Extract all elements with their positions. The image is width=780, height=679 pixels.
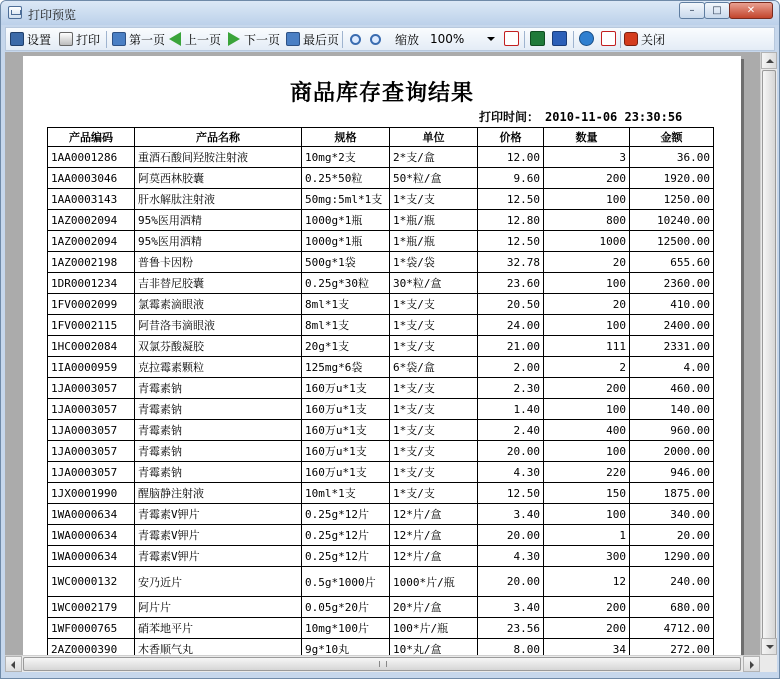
report-title: 商品库存查询结果 <box>289 81 474 106</box>
zoom-value: 100% <box>430 32 465 46</box>
table-cell: 21.00 <box>478 336 544 357</box>
export-html-icon[interactable] <box>579 31 594 46</box>
table-cell: 双氯芬酸凝胶 <box>135 336 302 357</box>
table-cell: 1AA0003143 <box>48 189 135 210</box>
toolbar-separator <box>524 31 525 48</box>
table-cell: 重酒石酸间羟胺注射液 <box>135 147 302 168</box>
table-cell: 1JX0001990 <box>48 483 135 504</box>
table-cell: 青霉素钠 <box>135 378 302 399</box>
table-cell: 2331.00 <box>630 336 714 357</box>
table-cell: 32.78 <box>478 252 544 273</box>
zoom-out-icon <box>370 34 381 45</box>
table-cell: 阿莫西林胶囊 <box>135 168 302 189</box>
table-row <box>48 378 714 399</box>
table-cell: 1AA0001286 <box>48 147 135 168</box>
table-row <box>48 252 714 273</box>
table-cell: 1DR0001234 <box>48 273 135 294</box>
table-row <box>48 504 714 525</box>
close-label: 关闭 <box>641 32 666 47</box>
table-cell: 2400.00 <box>630 315 714 336</box>
first-page-label: 第一页 <box>129 32 166 47</box>
table-row <box>48 639 714 656</box>
table-cell: 1250.00 <box>630 189 714 210</box>
table-cell: 8.00 <box>478 639 544 656</box>
table-cell: 1*支/支 <box>390 462 478 483</box>
print-label: 打印 <box>76 32 101 47</box>
column-header: 产品编码 <box>48 128 135 147</box>
prev-page-button[interactable] <box>169 30 221 48</box>
table-cell: 0.5g*1000片 <box>302 567 390 597</box>
prev-page-label: 上一页 <box>185 32 222 47</box>
table-cell: 9.60 <box>478 168 544 189</box>
table-cell: 160万u*1支 <box>302 420 390 441</box>
table-cell: 12.50 <box>478 483 544 504</box>
table-row <box>48 294 714 315</box>
table-row <box>48 315 714 336</box>
table-body <box>48 147 714 656</box>
table-cell: 阿片片 <box>135 597 302 618</box>
table-cell: 1*支/支 <box>390 483 478 504</box>
table-cell: 1*支/支 <box>390 294 478 315</box>
table-row <box>48 168 714 189</box>
close-button[interactable] <box>624 30 665 48</box>
table-cell: 20.00 <box>630 525 714 546</box>
table-cell: 960.00 <box>630 420 714 441</box>
vertical-scroll-thumb[interactable] <box>762 70 776 650</box>
table-cell: 氯霉素滴眼液 <box>135 294 302 315</box>
print-time-value: 2010-11-06 23:30:56 <box>545 110 683 124</box>
table-cell: 8ml*1支 <box>302 294 390 315</box>
table-cell: 硝苯地平片 <box>135 618 302 639</box>
table-cell: 23.56 <box>478 618 544 639</box>
table-row <box>48 462 714 483</box>
table-cell: 1FV0002115 <box>48 315 135 336</box>
table-cell: 2.40 <box>478 420 544 441</box>
table-row <box>48 210 714 231</box>
table-cell: 200 <box>544 378 630 399</box>
table-cell: 12*片/盒 <box>390 525 478 546</box>
next-page-label: 下一页 <box>244 32 281 47</box>
table-cell: 12*片/盒 <box>390 504 478 525</box>
table-cell: 1AA0003046 <box>48 168 135 189</box>
table-cell: 0.25g*12片 <box>302 546 390 567</box>
table-cell: 30*粒/盒 <box>390 273 478 294</box>
table-cell: 青霉素钠 <box>135 420 302 441</box>
table-cell: 10*丸/盒 <box>390 639 478 656</box>
arrow-right-icon <box>228 32 240 46</box>
table-cell: 3.40 <box>478 504 544 525</box>
table-cell: 1JA0003057 <box>48 420 135 441</box>
last-page-button[interactable] <box>286 30 339 48</box>
table-cell: 1.40 <box>478 399 544 420</box>
table-cell: 20.50 <box>478 294 544 315</box>
table-row <box>48 231 714 252</box>
maximize-button[interactable]: □ <box>704 2 730 19</box>
settings-button[interactable] <box>10 30 51 48</box>
table-cell: 1JA0003057 <box>48 399 135 420</box>
table-cell: 3.40 <box>478 597 544 618</box>
table-cell: 4712.00 <box>630 618 714 639</box>
table-cell: 1JA0003057 <box>48 462 135 483</box>
table-row <box>48 336 714 357</box>
zoom-in-button[interactable] <box>350 30 364 48</box>
table-cell: 50mg:5ml*1支 <box>302 189 390 210</box>
zoom-label: 缩放 <box>395 32 420 47</box>
table-cell: 10ml*1支 <box>302 483 390 504</box>
table-cell: 4.30 <box>478 546 544 567</box>
table-row <box>48 420 714 441</box>
table-cell: 1IA0000959 <box>48 357 135 378</box>
table-cell: 1AZ0002094 <box>48 210 135 231</box>
inventory-table <box>47 127 714 655</box>
table-cell: 20 <box>544 252 630 273</box>
title-bar[interactable] <box>1 1 779 25</box>
table-cell: 50*粒/盒 <box>390 168 478 189</box>
close-icon <box>624 32 638 46</box>
table-cell: 阿昔洛韦滴眼液 <box>135 315 302 336</box>
table-cell: 160万u*1支 <box>302 399 390 420</box>
table-cell: 1*支/支 <box>390 420 478 441</box>
table-cell: 10240.00 <box>630 210 714 231</box>
table-cell: 0.25g*30粒 <box>302 273 390 294</box>
zoom-out-button[interactable] <box>370 30 384 48</box>
table-cell: 1*支/支 <box>390 378 478 399</box>
table-cell: 24.00 <box>478 315 544 336</box>
table-cell: 800 <box>544 210 630 231</box>
table-cell: 100 <box>544 315 630 336</box>
table-cell: 160万u*1支 <box>302 462 390 483</box>
settings-label: 设置 <box>27 32 52 47</box>
table-cell: 1WA0000634 <box>48 525 135 546</box>
table-cell: 23.60 <box>478 273 544 294</box>
export-word-icon[interactable] <box>552 31 567 46</box>
table-cell: 240.00 <box>630 567 714 597</box>
table-cell: 140.00 <box>630 399 714 420</box>
table-cell: 125mg*6袋 <box>302 357 390 378</box>
table-cell: 青霉素V钾片 <box>135 546 302 567</box>
table-cell: 吉非替尼胶囊 <box>135 273 302 294</box>
table-cell: 655.60 <box>630 252 714 273</box>
table-cell: 0.25g*12片 <box>302 504 390 525</box>
table-row <box>48 189 714 210</box>
column-header: 产品名称 <box>135 128 302 147</box>
table-cell: 4.30 <box>478 462 544 483</box>
table-cell: 2*支/盒 <box>390 147 478 168</box>
table-cell: 8ml*1支 <box>302 315 390 336</box>
column-header: 价格 <box>478 128 544 147</box>
settings-icon <box>10 32 24 46</box>
table-cell: 10mg*100片 <box>302 618 390 639</box>
table-cell: 肝水解肽注射液 <box>135 189 302 210</box>
table-cell: 150 <box>544 483 630 504</box>
table-cell: 100 <box>544 399 630 420</box>
table-cell: 1000*片/瓶 <box>390 567 478 597</box>
table-row <box>48 147 714 168</box>
table-cell: 1920.00 <box>630 168 714 189</box>
first-page-button[interactable] <box>112 30 165 48</box>
table-cell: 20*片/盒 <box>390 597 478 618</box>
scroll-left-button[interactable] <box>5 656 22 672</box>
table-cell: 34 <box>544 639 630 656</box>
table-cell: 160万u*1支 <box>302 441 390 462</box>
preview-viewport[interactable] <box>5 52 760 655</box>
table-cell: 1WA0000634 <box>48 546 135 567</box>
table-row <box>48 483 714 504</box>
table-cell: 1WC0000132 <box>48 567 135 597</box>
table-cell: 12.50 <box>478 189 544 210</box>
column-header: 单位 <box>390 128 478 147</box>
scroll-right-button[interactable] <box>743 656 760 672</box>
toolbar <box>5 27 775 51</box>
table-cell: 1JA0003057 <box>48 378 135 399</box>
table-cell: 1*支/支 <box>390 441 478 462</box>
table-cell: 10mg*2支 <box>302 147 390 168</box>
table-cell: 1*支/支 <box>390 189 478 210</box>
table-cell: 946.00 <box>630 462 714 483</box>
table-cell: 1*袋/袋 <box>390 252 478 273</box>
horizontal-scroll-thumb[interactable] <box>23 657 741 671</box>
table-cell: 0.25g*12片 <box>302 525 390 546</box>
scroll-up-button[interactable] <box>761 52 777 69</box>
table-cell: 272.00 <box>630 639 714 656</box>
table-cell: 9g*10丸 <box>302 639 390 656</box>
table-cell: 1WF0000765 <box>48 618 135 639</box>
table-row <box>48 546 714 567</box>
scroll-down-button[interactable] <box>761 638 777 655</box>
table-cell: 克拉霉素颗粒 <box>135 357 302 378</box>
table-cell: 1000g*1瓶 <box>302 231 390 252</box>
table-cell: 20.00 <box>478 525 544 546</box>
table-cell: 1000g*1瓶 <box>302 210 390 231</box>
arrow-left-icon <box>169 32 181 46</box>
table-cell: 青霉素钠 <box>135 441 302 462</box>
table-row <box>48 567 714 597</box>
next-page-button[interactable] <box>228 30 280 48</box>
table-cell: 100 <box>544 273 630 294</box>
table-cell: 20.00 <box>478 441 544 462</box>
last-page-icon <box>286 32 300 46</box>
table-cell: 1JA0003057 <box>48 441 135 462</box>
table-cell: 1WA0000634 <box>48 504 135 525</box>
first-page-icon <box>112 32 126 46</box>
minimize-button[interactable]: – <box>679 2 705 19</box>
table-cell: 1AZ0002198 <box>48 252 135 273</box>
table-cell: 100 <box>544 441 630 462</box>
table-cell: 1AZ0002094 <box>48 231 135 252</box>
table-cell: 20 <box>544 294 630 315</box>
table-cell: 2.00 <box>478 357 544 378</box>
table-cell: 2 <box>544 357 630 378</box>
table-cell: 95%医用酒精 <box>135 231 302 252</box>
table-cell: 20g*1支 <box>302 336 390 357</box>
table-cell: 12*片/盒 <box>390 546 478 567</box>
scrollbar-corner <box>760 655 777 672</box>
table-cell: 青霉素V钾片 <box>135 504 302 525</box>
table-row <box>48 273 714 294</box>
table-cell: 1*支/支 <box>390 336 478 357</box>
table-cell: 1000 <box>544 231 630 252</box>
table-cell: 12.80 <box>478 210 544 231</box>
table-cell: 680.00 <box>630 597 714 618</box>
scroll-grip-icon <box>379 661 387 667</box>
table-cell: 6*袋/盒 <box>390 357 478 378</box>
table-cell: 160万u*1支 <box>302 378 390 399</box>
column-header: 规格 <box>302 128 390 147</box>
table-cell: 100 <box>544 189 630 210</box>
last-page-label: 最后页 <box>303 32 340 47</box>
toolbar-separator <box>342 31 343 48</box>
table-row <box>48 441 714 462</box>
toolbar-separator <box>620 31 621 48</box>
table-cell: 2000.00 <box>630 441 714 462</box>
table-cell: 200 <box>544 168 630 189</box>
table-cell: 220 <box>544 462 630 483</box>
column-header: 金额 <box>630 128 714 147</box>
print-time <box>479 108 682 125</box>
table-cell: 1 <box>544 525 630 546</box>
table-cell: 醒脑静注射液 <box>135 483 302 504</box>
table-cell: 400 <box>544 420 630 441</box>
table-cell: 青霉素V钾片 <box>135 525 302 546</box>
table-cell: 200 <box>544 618 630 639</box>
table-cell: 1290.00 <box>630 546 714 567</box>
table-cell: 4.00 <box>630 357 714 378</box>
table-cell: 青霉素钠 <box>135 462 302 483</box>
table-cell: 100*片/瓶 <box>390 618 478 639</box>
table-row <box>48 399 714 420</box>
table-cell: 500g*1袋 <box>302 252 390 273</box>
print-preview-app-icon <box>8 6 22 19</box>
table-cell: 1HC0002084 <box>48 336 135 357</box>
table-cell: 12 <box>544 567 630 597</box>
table-cell: 12.00 <box>478 147 544 168</box>
zoom-select[interactable] <box>427 30 497 48</box>
table-cell: 340.00 <box>630 504 714 525</box>
table-cell: 200 <box>544 597 630 618</box>
table-cell: 2360.00 <box>630 273 714 294</box>
table-cell: 1WC0002179 <box>48 597 135 618</box>
table-cell: 410.00 <box>630 294 714 315</box>
vertical-scrollbar[interactable] <box>760 52 777 655</box>
column-header: 数量 <box>544 128 630 147</box>
chevron-down-icon <box>487 37 495 41</box>
table-row <box>48 597 714 618</box>
table-cell: 3 <box>544 147 630 168</box>
table-cell: 36.00 <box>630 147 714 168</box>
close-window-button[interactable]: ✕ <box>729 2 773 19</box>
table-row <box>48 357 714 378</box>
horizontal-scrollbar[interactable] <box>5 655 760 672</box>
toolbar-separator <box>573 31 574 48</box>
table-row <box>48 618 714 639</box>
table-cell: 2.30 <box>478 378 544 399</box>
table-cell: 普鲁卡因粉 <box>135 252 302 273</box>
table-cell: 1*瓶/瓶 <box>390 231 478 252</box>
table-cell: 0.25*50粒 <box>302 168 390 189</box>
table-cell: 111 <box>544 336 630 357</box>
table-cell: 95%医用酒精 <box>135 210 302 231</box>
window-title: 打印预览 <box>28 8 77 22</box>
table-cell: 2AZ0000390 <box>48 639 135 656</box>
export-pdf-icon[interactable] <box>504 31 519 46</box>
table-cell: 100 <box>544 504 630 525</box>
table-cell: 1*瓶/瓶 <box>390 210 478 231</box>
table-cell: 安乃近片 <box>135 567 302 597</box>
table-header-row <box>48 128 714 147</box>
table-row <box>48 525 714 546</box>
printer-icon <box>59 32 73 46</box>
table-cell: 460.00 <box>630 378 714 399</box>
print-button[interactable] <box>59 30 100 48</box>
report-page <box>23 56 741 655</box>
table-cell: 木香顺气丸 <box>135 639 302 656</box>
table-cell: 12.50 <box>478 231 544 252</box>
export-excel-icon[interactable] <box>530 31 545 46</box>
print-time-label: 打印时间： <box>479 110 540 124</box>
table-cell: 1FV0002099 <box>48 294 135 315</box>
zoom-in-icon <box>350 34 361 45</box>
table-cell: 0.05g*20片 <box>302 597 390 618</box>
send-mail-icon[interactable] <box>601 31 616 46</box>
table-cell: 12500.00 <box>630 231 714 252</box>
table-cell: 300 <box>544 546 630 567</box>
table-cell: 20.00 <box>478 567 544 597</box>
table-cell: 青霉素钠 <box>135 399 302 420</box>
table-cell: 1*支/支 <box>390 399 478 420</box>
table-cell: 1*支/支 <box>390 315 478 336</box>
table-cell: 1875.00 <box>630 483 714 504</box>
toolbar-separator <box>106 31 107 48</box>
